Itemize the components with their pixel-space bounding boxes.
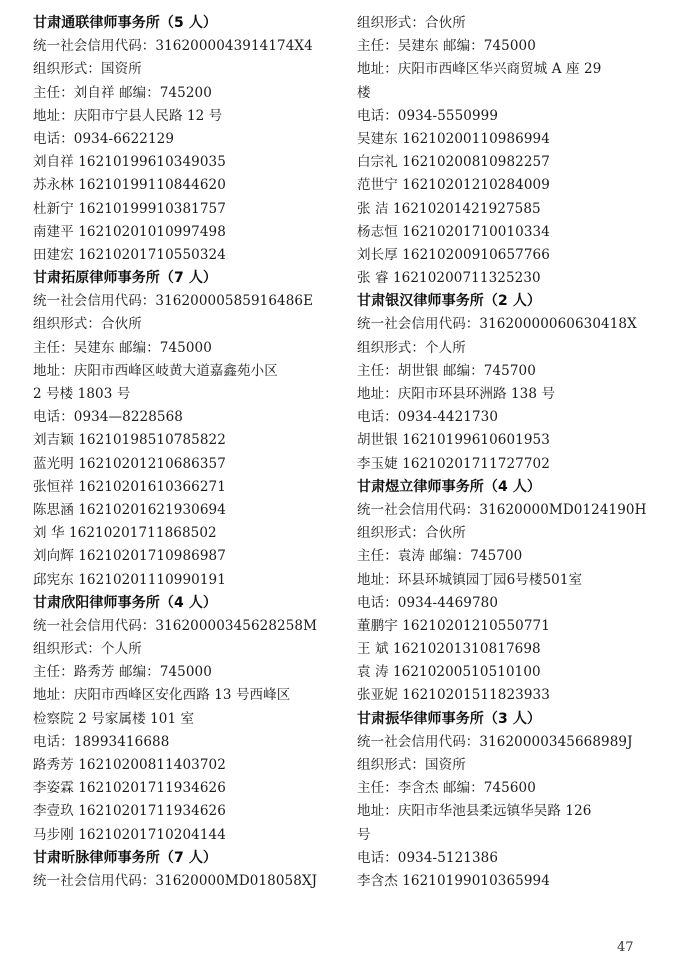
text-line: 主任：胡世银 邮编：745700 xyxy=(357,362,536,379)
firm-title: 甘肃昕脉律师事务所（7 人） xyxy=(33,849,218,866)
text-line: 电话：0934-4469780 xyxy=(357,594,499,611)
text-line: 地址：庆阳市西峰区华兴商贸城 A 座 29 xyxy=(357,61,602,78)
text-line: 电话：0934-4421730 xyxy=(357,409,499,426)
text-line: 袁 涛 16210200510510100 xyxy=(357,664,541,681)
text-line: 电话：0934-6622129 xyxy=(33,130,175,147)
firm-title: 甘肃煜立律师事务所（4 人） xyxy=(357,478,542,495)
text-line: 主任：刘自祥 邮编：745200 xyxy=(33,84,212,101)
text-line: 地址：庆阳市宁县人民路 12 号 xyxy=(33,107,223,124)
text-line: 组织形式：合伙所 xyxy=(33,316,142,333)
text-line: 胡世银 16210199610601953 xyxy=(357,432,550,449)
text-line: 白宗礼 16210200810982257 xyxy=(357,154,550,171)
text-line: 路秀芳 16210200811403702 xyxy=(33,757,226,773)
text-line: 张 洁 16210201421927585 xyxy=(357,200,541,217)
text-line: 范世宁 16210201210284009 xyxy=(357,177,550,194)
text-line: 统一社会信用代码：31620000MD0124190H xyxy=(357,501,647,518)
text-line: 董鹏宇 16210201210550771 xyxy=(357,617,550,634)
text-line: 号 xyxy=(357,826,371,843)
text-line: 统一社会信用代码：31620000345628258M xyxy=(33,617,318,634)
firm-title: 甘肃通联律师事务所（5 人） xyxy=(33,15,218,31)
text-line: 吴建东 16210200110986994 xyxy=(357,130,550,147)
text-line: 组织形式：合伙所 xyxy=(357,15,466,31)
text-line: 主任：吴建东 邮编：745000 xyxy=(357,38,536,55)
text-line: 杜新宁 16210199910381757 xyxy=(33,200,226,217)
text-line: 电话：0934—8228568 xyxy=(33,409,183,426)
text-line: 李姿霖 16210201711934626 xyxy=(33,780,226,797)
text-line: 检察院 2 号家属楼 101 室 xyxy=(33,710,195,727)
page-number: 47 xyxy=(617,940,634,955)
text-line: 刘吉颖 16210198510785822 xyxy=(33,432,226,449)
text-line: 组织形式：合伙所 xyxy=(357,525,466,542)
text-line: 张 睿 16210200711325230 xyxy=(357,270,541,287)
text-line: 2 号楼 1803 号 xyxy=(33,386,131,402)
text-line: 张恒祥 16210201610366271 xyxy=(33,478,226,495)
text-line: 李玉婕 16210201711727702 xyxy=(357,455,550,472)
text-line: 地址：庆阳市环县环洲路 138 号 xyxy=(357,386,556,402)
text-line: 苏永林 16210199110844620 xyxy=(33,177,226,194)
text-line: 蓝光明 16210201210686357 xyxy=(33,455,226,472)
text-line: 主任：吴建东 邮编：745000 xyxy=(33,339,212,356)
text-line: 刘 华 16210201711868502 xyxy=(33,525,217,542)
text-line: 地址：庆阳市华池县柔远镇华吴路 126 xyxy=(357,803,592,820)
firm-title: 甘肃银汉律师事务所（2 人） xyxy=(357,293,542,310)
text-line: 邱宪东 16210201110990191 xyxy=(33,571,226,588)
text-line: 刘向辉 16210201710986987 xyxy=(33,548,226,565)
firm-title: 甘肃拓原律师事务所（7 人） xyxy=(33,270,218,287)
text-line: 李壹玖 16210201711934626 xyxy=(33,803,226,820)
text-line: 组织形式：个人所 xyxy=(33,641,142,658)
text-line: 楼 xyxy=(357,84,371,101)
text-line: 组织形式：国资所 xyxy=(33,61,142,78)
text-line: 统一社会信用代码：31620000MD018058XJ xyxy=(33,872,318,889)
text-line: 南建平 16210201010997498 xyxy=(33,223,226,240)
text-line: 马步刚 16210201710204144 xyxy=(33,826,226,843)
text-line: 刘长厚 16210200910657766 xyxy=(357,246,550,263)
left-column xyxy=(33,12,333,893)
text-line: 刘自祥 16210199610349035 xyxy=(33,154,226,171)
text-line: 统一社会信用代码：3162000043914174X4 xyxy=(33,38,313,55)
firm-title: 甘肃振华律师事务所（3 人） xyxy=(357,710,542,727)
text-line: 陈思涵 16210201621930694 xyxy=(33,501,226,518)
text-line: 统一社会信用代码：31620000585916486E xyxy=(33,293,314,310)
text-line: 张亚妮 16210201511823933 xyxy=(357,687,550,704)
text-line: 组织形式：国资所 xyxy=(357,757,466,773)
text-line: 电话：0934-5550999 xyxy=(357,107,499,124)
text-line: 杨志恒 16210201710010334 xyxy=(357,223,550,240)
text-line: 主任：李含杰 邮编：745600 xyxy=(357,780,536,797)
text-line: 地址：庆阳市西峰区岐黄大道嘉鑫苑小区 xyxy=(33,362,278,379)
text-line: 电话：0934-5121386 xyxy=(357,849,499,866)
text-line: 王 斌 16210201310817698 xyxy=(357,641,541,658)
text-line: 统一社会信用代码：31620000060630418X xyxy=(357,316,637,333)
text-line: 田建宏 16210201710550324 xyxy=(33,246,226,263)
text-line: 地址：庆阳市西峰区安化西路 13 号西峰区 xyxy=(33,687,291,704)
text-line: 主任：路秀芳 邮编：745000 xyxy=(33,664,212,681)
firm-title: 甘肃欣阳律师事务所（4 人） xyxy=(33,594,218,611)
right-column xyxy=(357,12,657,893)
text-line: 组织形式：个人所 xyxy=(357,339,466,356)
text-line: 地址：环县环城镇园丁园6号楼501室 xyxy=(357,571,583,588)
text-line: 统一社会信用代码：31620000345668989J xyxy=(357,733,633,750)
text-line: 李含杰 16210199010365994 xyxy=(357,872,550,889)
text-line: 电话：18993416688 xyxy=(33,733,170,750)
text-line: 主任：袁涛 邮编：745700 xyxy=(357,548,523,565)
